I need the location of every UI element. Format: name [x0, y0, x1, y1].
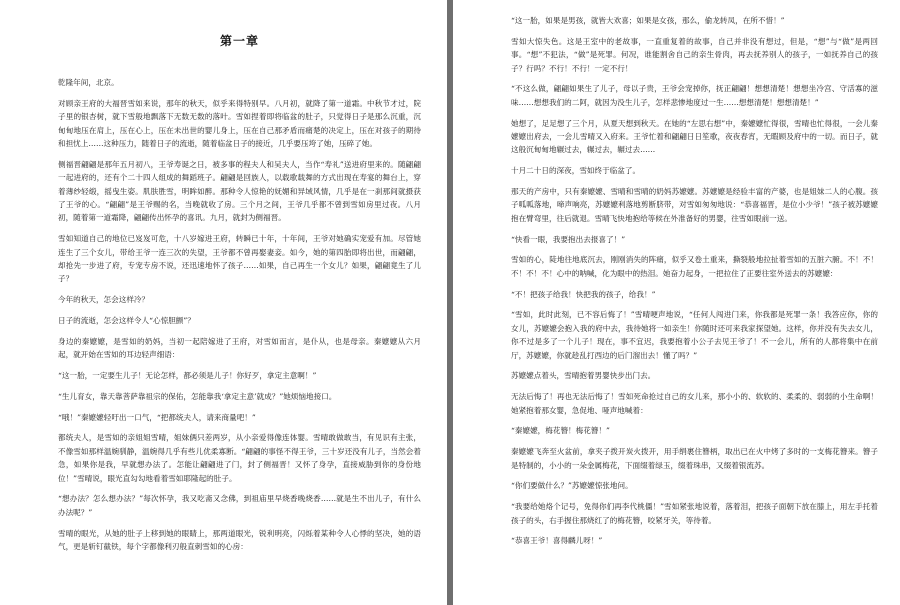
paragraph: “你们要做什么？”苏嬷嬷惊张地问。	[511, 481, 633, 491]
paragraph: “秦嬷嬷，梅花簪！梅花簪！”	[511, 426, 610, 436]
paragraph: 她想了，足足想了三个月，从夏天想到秋天。在她的“左思右想”中，秦嬷嬷忙得很，雪晴也忙得很，一会儿秦嬷嬷出府去，一会儿雪晴又入府来。王爷忙着和翩翩日日笙歌，夜夜春宵，无暇顾及府中的一切。而日子，就这般沉甸甸地辗过去，辗过去，辗过去……	[511, 118, 878, 155]
paragraph: “这一胎，如果是男孩，就皆大欢喜；如果是女孩，那么，偷龙转凤，在所不惜！”	[511, 16, 785, 25]
paragraph: 雪如知道自己的地位已岌岌可危，十八岁嫁进王府，转瞬已十年，十年间，王爷对她确实宠爱有加。尽管她连生了三个女儿，带给王爷一连三次的失望，王爷都不曾再娶妻妾。如今，她的第四胎即将出世，而翩翩，却抢先一步进了府，专宠专房不说，还迅速地怀了孩子……如果，自己再生一个女儿？如果，翩翩竟生了儿子？	[58, 234, 421, 284]
paragraph: 雪如大惊失色。这是王室中的老故事，一直重复着的故事，自己并非没有想过，但是，“想”与“做”是两回事。“想”不犯法，“做”是死罪。何况，谁能割舍自己的亲生骨肉，再去抚养别人的孩子，一如抚养自己的孩子？行吗？不行！不行！一定不行！	[511, 36, 878, 73]
paragraph: “想办法？怎么想办法？”每次怀孕，我又吃斋又念佛，到祖庙里早烧香晚烧香……就是生不出儿子，有什么办法呢？”	[58, 494, 421, 517]
paragraph: 雪晴的眼光，从她的肚子上移到她的眼睛上，那两道眼光，锐利明亮，闪烁着某种令人心悸的坚决，她的语气，更是斩钉截铁，每个字都像利刃般直刺雪如的心房：	[58, 528, 421, 552]
paragraph: “雪如，此时此刻，已不容后悔了！”雪晴哽声地说，“任何人闯进门来，你我都是死罪一条！我答应你，你的女儿，苏嬷嬷会抱入我的府中去，我待她将一如亲生！你随时还可来我家探望她。这样，你并没有失去女儿，你不过是多了一个儿子！现在，事不宜迟，我要抱着小公子去见王爷了！不一会儿，所有的人都将集中在前厅，苏嬷嬷，你就趁乱打西边的后门溜出去！懂了吗？”	[511, 310, 878, 360]
paragraph: 秦嬷嬷飞奔至火盆前，拿夹子拨开炭火拨开，用手绢裹住簪柄，取出已在火中烤了多时的一支梅花簪来。簪子是特制的，小小的一朵金属梅花，下面缀着绿玉，缀着珠串，又缀着银流苏。	[511, 447, 878, 470]
left-page-body	[58, 76, 421, 553]
left-page	[0, 0, 447, 605]
paragraph: 十月二十日的深夜，雪如终于临盆了。	[511, 166, 641, 176]
right-page	[453, 0, 900, 605]
paragraph: “我要给她烙个记号，免得你们再李代桃僵！”雪如紧张地说着，落着泪，把孩子面朝下放在膝上，用左手托着孩子的头，右手握住那烧红了的梅花簪，咬紧牙关，等待着。	[511, 502, 878, 525]
paragraph: “不这么做，翩翩如果生了儿子，母以子贵，王爷会宠掉你，抚正翩翩！想想清楚！想想坐冷宫、守活寡的滋味……想想我们的二阿，就因为没生儿子，怎样悲惨地度过一生……想想清楚！想想清楚！”	[511, 84, 878, 107]
paragraph: 乾隆年间，北京。	[58, 78, 119, 87]
paragraph: 无法后悔了！再也无法后悔了！雪如死命抢过自己的女儿来，那小小的、软软的、柔柔的、弱弱的小生命啊！她紧抱着那女婴，急促地、哑声地喊着：	[511, 392, 878, 415]
paragraph: “快看一眼，我要抱出去报喜了！”	[511, 234, 626, 244]
paragraph: 日子的流逝，怎会这样令人“心惊胆颤”？	[58, 316, 195, 326]
paragraph: 侧福晋翩翩是那年五月初八，王爷寿诞之日，被多事的程夫人和吴夫人，当作“寿礼”送进府里来的。随翩翩一起进府的，还有个二十四人组成的舞蹈班子。翩翩是回族人，以载歌载舞的方式出现在寿宴的舞台上，穿着薄纱轻缎，摇曳生姿。肌肤胜雪，明眸如醉。那种令人惊艳的妩媚和异域风情，几乎是在一刹那间就摄获了王爷的心。“翩翩”是王爷赐的名，当晚就收了房。三个月之间，王爷几乎都不曾到雪如房里过夜。八月初，随着第一道霜降，翩翩传出怀孕的喜讯。九月，就封为侧福晋。	[58, 159, 421, 223]
paragraph: 雪如的心，陡地往地底沉去，刚刚消失的阵痛，似乎又卷土重来，撕裂般地拉扯着雪如的五脏六腑。不！不！不！不！不！心中的呐喊，化为眼中的热泪。她奋力起身，一把拉住了正要往室外送去的苏嬷嬷：	[511, 255, 878, 278]
paragraph: “生儿育女，靠天靠菩萨靠祖宗的保佑，怎能靠我‘拿定主意’就成？”她烦恼地接口。	[58, 391, 337, 401]
paragraph: 苏嬷嬷点着头，雪晴抱着男婴快步出门去。	[511, 371, 656, 381]
chapter-title: 第一章	[219, 34, 259, 48]
right-page-body	[511, 14, 878, 548]
paragraph: “哦！”秦嬷嬷轻吁出一口气，“把都统夫人，请来商量吧！”	[58, 412, 256, 422]
paragraph: 今年的秋天，怎会这样冷？	[58, 295, 150, 305]
paragraph: 身边的秦嬷嬷，是雪如的奶妈，当初一起陪嫁进了王府，对雪如而言，是仆从，也是母亲。秦嬷嬷从六月起，就开始在雪如的耳边轻声细语：	[58, 336, 421, 360]
paragraph: 都统夫人，是雪如的亲姐姐雪晴，姐妹俩只差两岁，从小亲爱得像连体婴。雪晴敢做敢当，有见识有主张，不像雪如那样温婉驯静，温婉得几乎有些儿优柔寡断。“翩翩的事怪不得王爷，三十岁还没有儿子，当然会着急，如果你是我，早就想办法了。怎能让翩翩进了门，封了侧福晋！又怀了身孕，直接威胁到你的身份地位！”雪晴说，眼光直勾勾地看着雪如耶隆起的肚子。	[58, 433, 421, 483]
paragraph: “这一胎，一定要生儿子！无论怎样，都必须是儿子！你好歹，拿定主意啊！”	[58, 371, 317, 381]
paragraph: 对顾亲王府的大福晋雪如来说，那年的秋天，似乎来得特别早。八月初，就降了第一道霜。中秋节才过，院子里的银杏树，就下雪般地飘落下无数无数的落叶。雪如捏着即将临盆的肚子，只觉得日子是那么沉重，沉甸甸地压在肩上，压在心上，压在未出世的婴儿身上，压在自己那矛盾而痛楚的决定上，压在对孩子的期待和担忧上……这种压力，随着日子的流逝，随着临盆日子的接近，几乎要压垮了她，压碎了她。	[58, 98, 421, 149]
paragraph: “恭喜王爷！喜得麟儿呀！”	[511, 536, 603, 546]
paragraph: 那天的产房中，只有秦嬷嬷、雪晴和雪晴的奶妈苏嬷嬷。苏嬷嬷是经验丰富的产婆，也是姐妹二人的心腹。孩子呱呱落地，啼声响亮，苏嬷嬷利落地剪断脐带，对雪如匆匆地说：“恭喜福晋，是位小少爷！”孩子被苏嬷嬷抱在臂弯里，往后就退。雪晴飞快地抱给等候在外准备好的男婴，往雪如眼前一送。	[511, 187, 878, 223]
paragraph: “不！把孩子给我！快把我的孩子，给我！”	[511, 289, 656, 299]
